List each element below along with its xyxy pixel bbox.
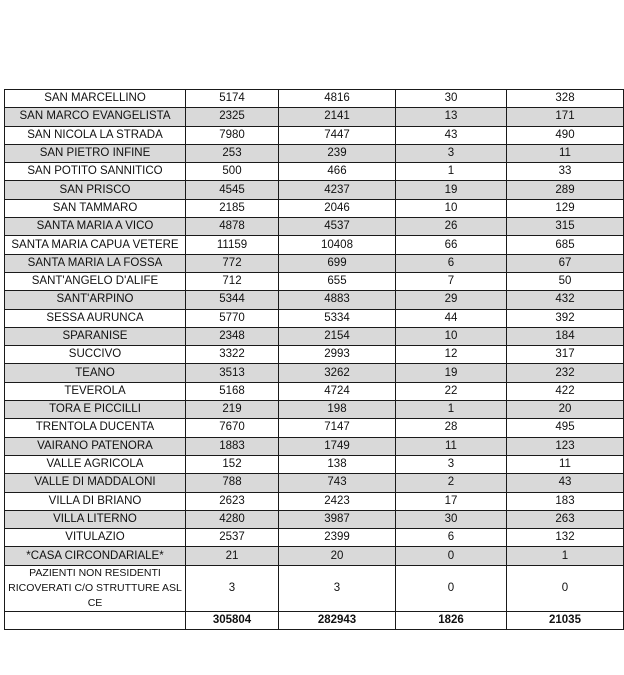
cell-value-1: 2325 <box>186 108 279 126</box>
cell-municipality: SPARANISE <box>5 327 186 345</box>
cell-value-3: 2 <box>396 474 507 492</box>
cell-value-3: 30 <box>396 510 507 528</box>
cell-value-1: 2185 <box>186 199 279 217</box>
cell-value-4: 132 <box>507 529 624 547</box>
cell-municipality: SANTA MARIA LA FOSSA <box>5 254 186 272</box>
cell-value-4: 123 <box>507 437 624 455</box>
table-row <box>5 382 624 400</box>
cell-value-1: 5770 <box>186 309 279 327</box>
table-row <box>5 126 624 144</box>
cell-value-4: 43 <box>507 474 624 492</box>
cell-value-3: 0 <box>396 547 507 565</box>
cell-value-4: 183 <box>507 492 624 510</box>
cell-value-2: 4537 <box>279 218 396 236</box>
cell-value-4: 20 <box>507 401 624 419</box>
cell-value-1: 3322 <box>186 346 279 364</box>
cell-value-4: 11 <box>507 455 624 473</box>
cell-value-1: 4280 <box>186 510 279 528</box>
table-row <box>5 272 624 290</box>
cell-value-1: 253 <box>186 144 279 162</box>
cell-value-2: 2993 <box>279 346 396 364</box>
cell-value-4: 0 <box>507 565 624 611</box>
cell-value-1: 152 <box>186 455 279 473</box>
cell-value-4: 232 <box>507 364 624 382</box>
cell-value-2: 198 <box>279 401 396 419</box>
table-row <box>5 199 624 217</box>
cell-value-2: 138 <box>279 455 396 473</box>
cell-value-1: 21 <box>186 547 279 565</box>
cell-value-2: 2046 <box>279 199 396 217</box>
cell-value-2: 239 <box>279 144 396 162</box>
cell-value-2: 20 <box>279 547 396 565</box>
cell-value-1: 219 <box>186 401 279 419</box>
cell-municipality: SANT'ANGELO D'ALIFE <box>5 272 186 290</box>
cell-value-2: 743 <box>279 474 396 492</box>
table-row-totals <box>5 611 624 629</box>
cell-value-1: 11159 <box>186 236 279 254</box>
cell-value-1: 4878 <box>186 218 279 236</box>
cell-value-2: 10408 <box>279 236 396 254</box>
cell-municipality: SANTA MARIA CAPUA VETERE <box>5 236 186 254</box>
cell-value-2: 699 <box>279 254 396 272</box>
cell-value-1: 5168 <box>186 382 279 400</box>
table-row <box>5 474 624 492</box>
cell-value-3: 30 <box>396 90 507 108</box>
cell-municipality: SAN PRISCO <box>5 181 186 199</box>
cell-value-3: 44 <box>396 309 507 327</box>
cell-municipality: VITULAZIO <box>5 529 186 547</box>
cell-value-4: 50 <box>507 272 624 290</box>
cell-value-2: 2141 <box>279 108 396 126</box>
table-row <box>5 254 624 272</box>
cell-value-2: 2399 <box>279 529 396 547</box>
table-row <box>5 163 624 181</box>
cell-value-4: 1 <box>507 547 624 565</box>
cell-total-4: 21035 <box>507 611 624 629</box>
cell-value-3: 13 <box>396 108 507 126</box>
cell-value-3: 10 <box>396 199 507 217</box>
table-row <box>5 419 624 437</box>
cell-value-3: 7 <box>396 272 507 290</box>
cell-value-3: 1 <box>396 401 507 419</box>
cell-municipality: VALLE AGRICOLA <box>5 455 186 473</box>
cell-municipality: SUCCIVO <box>5 346 186 364</box>
cell-value-3: 10 <box>396 327 507 345</box>
table-row <box>5 236 624 254</box>
table-row <box>5 309 624 327</box>
cell-municipality: SANT'ARPINO <box>5 291 186 309</box>
cell-value-4: 289 <box>507 181 624 199</box>
cell-municipality: SAN TAMMARO <box>5 199 186 217</box>
cell-value-1: 7670 <box>186 419 279 437</box>
cell-totals-label <box>5 611 186 629</box>
cell-value-4: 495 <box>507 419 624 437</box>
cell-value-3: 22 <box>396 382 507 400</box>
cell-value-3: 29 <box>396 291 507 309</box>
cell-value-1: 772 <box>186 254 279 272</box>
table-row-non-resident <box>5 565 624 611</box>
cell-municipality: TEVEROLA <box>5 382 186 400</box>
cell-value-1: 4545 <box>186 181 279 199</box>
cell-municipality: VAIRANO PATENORA <box>5 437 186 455</box>
cell-total-1: 305804 <box>186 611 279 629</box>
cell-value-2: 3 <box>279 565 396 611</box>
cell-value-2: 7447 <box>279 126 396 144</box>
cell-municipality: TEANO <box>5 364 186 382</box>
cell-value-1: 3 <box>186 565 279 611</box>
cell-value-3: 19 <box>396 181 507 199</box>
cell-value-4: 129 <box>507 199 624 217</box>
cell-total-3: 1826 <box>396 611 507 629</box>
table-row <box>5 401 624 419</box>
cell-value-4: 33 <box>507 163 624 181</box>
cell-value-2: 3262 <box>279 364 396 382</box>
cell-value-4: 490 <box>507 126 624 144</box>
cell-total-2: 282943 <box>279 611 396 629</box>
cell-value-1: 1883 <box>186 437 279 455</box>
cell-value-4: 432 <box>507 291 624 309</box>
cell-value-4: 685 <box>507 236 624 254</box>
cell-value-2: 4237 <box>279 181 396 199</box>
cell-municipality: *CASA CIRCONDARIALE* <box>5 547 186 565</box>
cell-municipality: TORA E PICCILLI <box>5 401 186 419</box>
cell-value-3: 11 <box>396 437 507 455</box>
cell-value-1: 788 <box>186 474 279 492</box>
cell-value-3: 1 <box>396 163 507 181</box>
cell-municipality: SAN POTITO SANNITICO <box>5 163 186 181</box>
cell-value-3: 28 <box>396 419 507 437</box>
table-row <box>5 181 624 199</box>
cell-value-4: 67 <box>507 254 624 272</box>
table-row <box>5 437 624 455</box>
table-row <box>5 144 624 162</box>
cell-value-2: 4816 <box>279 90 396 108</box>
table-row <box>5 364 624 382</box>
cell-value-4: 422 <box>507 382 624 400</box>
cell-value-2: 3987 <box>279 510 396 528</box>
cell-municipality: SAN NICOLA LA STRADA <box>5 126 186 144</box>
cell-value-2: 1749 <box>279 437 396 455</box>
table-row <box>5 291 624 309</box>
table-row <box>5 510 624 528</box>
cell-value-3: 17 <box>396 492 507 510</box>
cell-value-4: 184 <box>507 327 624 345</box>
cell-value-2: 466 <box>279 163 396 181</box>
cell-value-3: 66 <box>396 236 507 254</box>
cell-municipality: SAN MARCO EVANGELISTA <box>5 108 186 126</box>
cell-value-4: 315 <box>507 218 624 236</box>
cell-value-4: 328 <box>507 90 624 108</box>
cell-municipality: SANTA MARIA A VICO <box>5 218 186 236</box>
cell-value-2: 655 <box>279 272 396 290</box>
cell-value-2: 5334 <box>279 309 396 327</box>
municipality-cases-table <box>4 89 624 630</box>
table-row <box>5 218 624 236</box>
cell-value-3: 3 <box>396 455 507 473</box>
cell-value-3: 19 <box>396 364 507 382</box>
cell-value-2: 2423 <box>279 492 396 510</box>
cell-value-4: 171 <box>507 108 624 126</box>
cell-municipality: SAN PIETRO INFINE <box>5 144 186 162</box>
cell-value-1: 5344 <box>186 291 279 309</box>
cell-value-4: 317 <box>507 346 624 364</box>
cell-value-1: 712 <box>186 272 279 290</box>
cell-municipality: VILLA LITERNO <box>5 510 186 528</box>
cell-value-1: 500 <box>186 163 279 181</box>
cell-municipality: VILLA DI BRIANO <box>5 492 186 510</box>
cell-value-4: 263 <box>507 510 624 528</box>
cell-municipality: VALLE DI MADDALONI <box>5 474 186 492</box>
table-row <box>5 90 624 108</box>
cell-value-1: 2537 <box>186 529 279 547</box>
cell-value-3: 12 <box>396 346 507 364</box>
table-row <box>5 492 624 510</box>
table-body <box>5 90 624 630</box>
cell-municipality: SESSA AURUNCA <box>5 309 186 327</box>
cell-value-2: 2154 <box>279 327 396 345</box>
cell-value-2: 4883 <box>279 291 396 309</box>
cell-value-3: 0 <box>396 565 507 611</box>
cell-value-2: 7147 <box>279 419 396 437</box>
table-row <box>5 346 624 364</box>
table-row <box>5 455 624 473</box>
cell-value-1: 2623 <box>186 492 279 510</box>
table-row <box>5 529 624 547</box>
cell-value-3: 6 <box>396 529 507 547</box>
cell-value-3: 26 <box>396 218 507 236</box>
table-row <box>5 547 624 565</box>
cell-value-3: 3 <box>396 144 507 162</box>
cell-municipality: PAZIENTI NON RESIDENTI RICOVERATI C/O STRUTTURE ASL CE <box>5 565 186 611</box>
cell-value-1: 5174 <box>186 90 279 108</box>
cell-municipality: SAN MARCELLINO <box>5 90 186 108</box>
cell-value-3: 43 <box>396 126 507 144</box>
table-row <box>5 327 624 345</box>
data-table-container <box>4 89 624 630</box>
cell-value-2: 4724 <box>279 382 396 400</box>
cell-value-4: 392 <box>507 309 624 327</box>
cell-value-4: 11 <box>507 144 624 162</box>
cell-value-3: 6 <box>396 254 507 272</box>
cell-municipality: TRENTOLA DUCENTA <box>5 419 186 437</box>
table-row <box>5 108 624 126</box>
cell-value-1: 7980 <box>186 126 279 144</box>
cell-value-1: 3513 <box>186 364 279 382</box>
cell-value-1: 2348 <box>186 327 279 345</box>
